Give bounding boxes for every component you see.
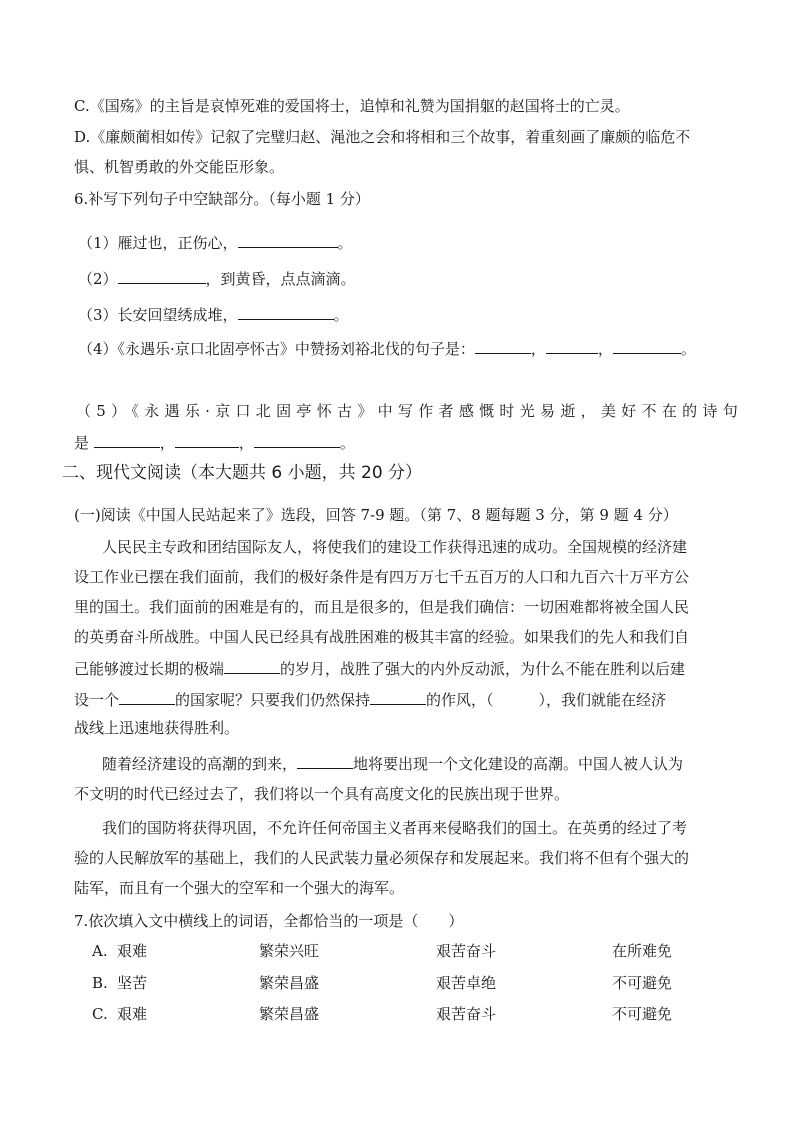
q6-item4-prefix: （4）《永遇乐·京口北固亭怀古》中赞扬刘裕北伐的句子是： xyxy=(78,340,475,358)
passage-p1-line3: 里的国土。我们面前的困难是有的，而且是很多的，但是我们确信：一切困难都将被全国人民 xyxy=(74,598,690,616)
passage-text: 的国家呢？只要我们仍然保持 xyxy=(175,691,371,709)
passage-p1-line6 xyxy=(74,688,666,710)
option-word-4: 不可避免 xyxy=(612,1005,673,1023)
comma: ， xyxy=(159,434,175,452)
period: 。 xyxy=(339,434,355,452)
option-word-2: 繁荣兴旺 xyxy=(259,942,320,960)
answer-blank[interactable] xyxy=(254,431,340,448)
answer-blank[interactable] xyxy=(94,431,160,448)
passage-text: 的岁月，战胜了强大的内外反动派，为什么不能在胜利以后建 xyxy=(280,660,686,678)
option-d-line2: 惧、机智勇敢的外交能臣形象。 xyxy=(74,158,285,176)
passage-p1-line2: 设工作业已摆在我们面前，我们的极好条件是有四万万七千五百万的人口和九百六十万平方公 xyxy=(74,568,690,586)
option-word-2: 繁荣昌盛 xyxy=(259,974,320,992)
option-word-3: 艰苦奋斗 xyxy=(436,942,497,960)
answer-blank[interactable] xyxy=(475,337,531,354)
q6-title: 6.补写下列句子中空缺部分。（每小题 1 分） xyxy=(74,190,370,208)
option-label: B. xyxy=(92,974,108,992)
part2-heading: 二、现代文阅读（本大题共 6 小题，共 20 分） xyxy=(62,463,423,483)
answer-blank[interactable] xyxy=(118,267,206,284)
q6-item-4 xyxy=(78,337,696,359)
q6-item3-suffix: 。 xyxy=(333,306,349,324)
passage-p1-line5 xyxy=(74,657,685,679)
option-word-1: 坚苦 xyxy=(117,974,148,992)
answer-blank[interactable] xyxy=(613,337,681,354)
q6-item-1 xyxy=(78,231,353,253)
passage-p2-line2: 不文明的时代已经过去了，我们将以一个具有高度文化的民族出现于世界。 xyxy=(74,785,570,803)
option-word-4: 不可避免 xyxy=(612,974,673,992)
option-d-line1: D.《廉颇蔺相如传》记叙了完璧归赵、渑池之会和将相和三个故事，着重刻画了廉颇的临危不 xyxy=(74,128,691,146)
passage-p2-line1 xyxy=(102,752,683,774)
option-word-1: 艰难 xyxy=(117,942,148,960)
option-label: C. xyxy=(92,1005,108,1023)
comma: ， xyxy=(238,434,254,452)
q6-item2-suffix: ，到黄昏，点点滴滴。 xyxy=(205,270,356,288)
passage-p3-line3: 陆军，而且有一个强大的空军和一个强大的海军。 xyxy=(74,879,405,897)
q6-item3-prefix: （3）长安回望绣成堆， xyxy=(78,306,238,324)
option-word-2: 繁荣昌盛 xyxy=(259,1005,320,1023)
answer-blank[interactable] xyxy=(238,303,334,320)
option-c: C.《国殇》的主旨是哀悼死难的爱国将士，追悼和礼赞为国捐躯的赵国将士的亡灵。 xyxy=(74,97,630,115)
answer-blank[interactable] xyxy=(238,231,338,248)
option-word-4: 在所难免 xyxy=(612,942,673,960)
comma: ， xyxy=(530,340,546,358)
answer-blank[interactable] xyxy=(370,688,426,705)
passage-text: 设一个 xyxy=(74,691,120,709)
option-word-3: 艰苦奋斗 xyxy=(436,1005,497,1023)
q6-item1-suffix: 。 xyxy=(337,234,353,252)
passage-text: 地将要出现一个文化建设的高潮。中国人被人认为 xyxy=(353,755,684,773)
period: 。 xyxy=(680,340,696,358)
part2-sub1: (一)阅读《中国人民站起来了》选段，回答 7-9 题。（第 7、8 题每题 3 分，第 9 题 4 分） xyxy=(74,506,678,524)
q6-item-3 xyxy=(78,303,349,325)
q6-item1-prefix: （1）雁过也，正伤心， xyxy=(78,234,238,252)
option-label: A. xyxy=(92,942,108,960)
passage-text: 的作风，（ ），我们就能在经济 xyxy=(426,691,667,709)
passage-p1-line7: 战线上迅速地获得胜利。 xyxy=(74,719,240,737)
answer-blank[interactable] xyxy=(119,688,175,705)
q6-item2-prefix: （2） xyxy=(78,270,118,288)
passage-text: 随着经济建设的高潮的到来， xyxy=(102,755,298,773)
q7-stem: 7.依次填入文中横线上的词语，全都恰当的一项是（ ） xyxy=(74,912,464,930)
option-word-3: 艰苦卓绝 xyxy=(436,974,497,992)
answer-blank[interactable] xyxy=(224,657,280,674)
passage-p3-line2: 验的人民解放军的基础上，我们的人民武装力量必须保存和发展起来。我们将不但有个强大的 xyxy=(74,849,690,867)
q6-item5-prefix: 是 xyxy=(74,434,90,452)
passage-p3-line1: 我们的国防将获得巩固，不允许任何帝国主义者再来侵略我们的国土。在英勇的经过了考 xyxy=(102,819,688,837)
answer-blank[interactable] xyxy=(297,752,353,769)
passage-text: 己能够渡过长期的极端 xyxy=(74,660,225,678)
option-word-1: 艰难 xyxy=(117,1005,148,1023)
passage-p1-line4: 的英勇奋斗所战胜。中国人民已经具有战胜困难的极其丰富的经验。如果我们的先人和我们自 xyxy=(74,628,690,646)
q6-item-2 xyxy=(78,267,356,289)
passage-p1-line1: 人民民主专政和团结国际友人，将使我们的建设工作获得迅速的成功。全国规模的经济建 xyxy=(102,538,688,556)
answer-blank[interactable] xyxy=(175,431,239,448)
q6-item-5-line2 xyxy=(74,431,355,453)
comma: ， xyxy=(597,340,613,358)
answer-blank[interactable] xyxy=(546,337,598,354)
q6-item5-line1: （5）《永遇乐·京口北固亭怀古》中写作者感慨时光易逝，美好不在的诗句 xyxy=(76,402,744,420)
